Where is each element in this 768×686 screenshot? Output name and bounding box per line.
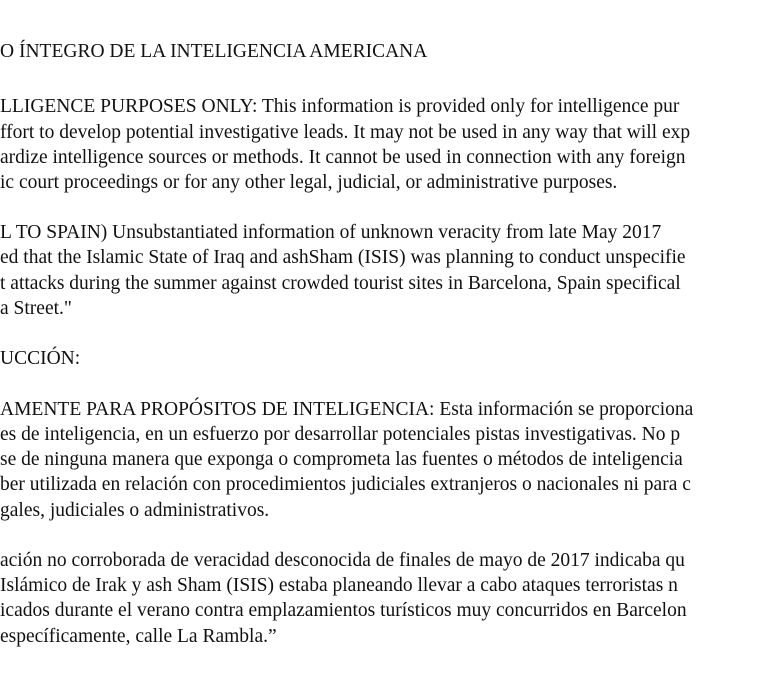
spanish-report-line: Islámico de Irak y ash Sham (ISIS) estaba planeando llevar a cabo ataques terroristas n (0, 575, 678, 596)
spanish-report-line: ación no corroborada de veracidad desconocida de finales de mayo de 2017 indicaba qu (0, 550, 685, 571)
english-report-line: L TO SPAIN) Unsubstantiated information of unknown veracity from late May 2017 (0, 222, 662, 243)
spanish-notice-line: gales, judiciales o administrativos. (0, 500, 270, 521)
english-report-line: a Street." (0, 298, 72, 319)
spanish-notice-line: ber utilizada en relación con procedimientos judiciales extranjeros o nacionales ni para c (0, 474, 691, 495)
spanish-notice-line: se de ninguna manera que exponga o comprometa las fuentes o métodos de inteligencia (0, 449, 683, 470)
spanish-report-line: específicamente, calle La Rambla.” (0, 626, 277, 647)
english-notice-line: ffort to develop potential investigative leads. It may not be used in any way that will exp (0, 122, 691, 143)
english-notice-line: ardize intelligence sources or methods. It cannot be used in connection with any foreign (0, 147, 686, 168)
english-report-line: ed that the Islamic State of Iraq and ashSham (ISIS) was planning to conduct unspecifie (0, 247, 686, 268)
english-notice-line: LLIGENCE PURPOSES ONLY: This information is provided only for intelligence pur (0, 96, 680, 117)
document-title: O ÍNTEGRO DE LA INTELIGENCIA AMERICANA (0, 41, 428, 62)
english-notice-line: ic court proceedings or for any other legal, judicial, or administrative purposes. (0, 172, 618, 193)
spanish-notice-line: es de inteligencia, en un esfuerzo por desarrollar potenciales pistas investigativas. No p (0, 424, 681, 445)
english-report-line: t attacks during the summer against crowded tourist sites in Barcelona, Spain specifical (0, 273, 681, 294)
spanish-notice-line: AMENTE PARA PROPÓSITOS DE INTELIGENCIA: Esta información se proporciona (0, 399, 694, 420)
translation-heading: UCCIÓN: (0, 348, 81, 369)
spanish-report-line: icados durante el verano contra emplazamientos turísticos muy concurridos en Barcelon (0, 600, 687, 621)
